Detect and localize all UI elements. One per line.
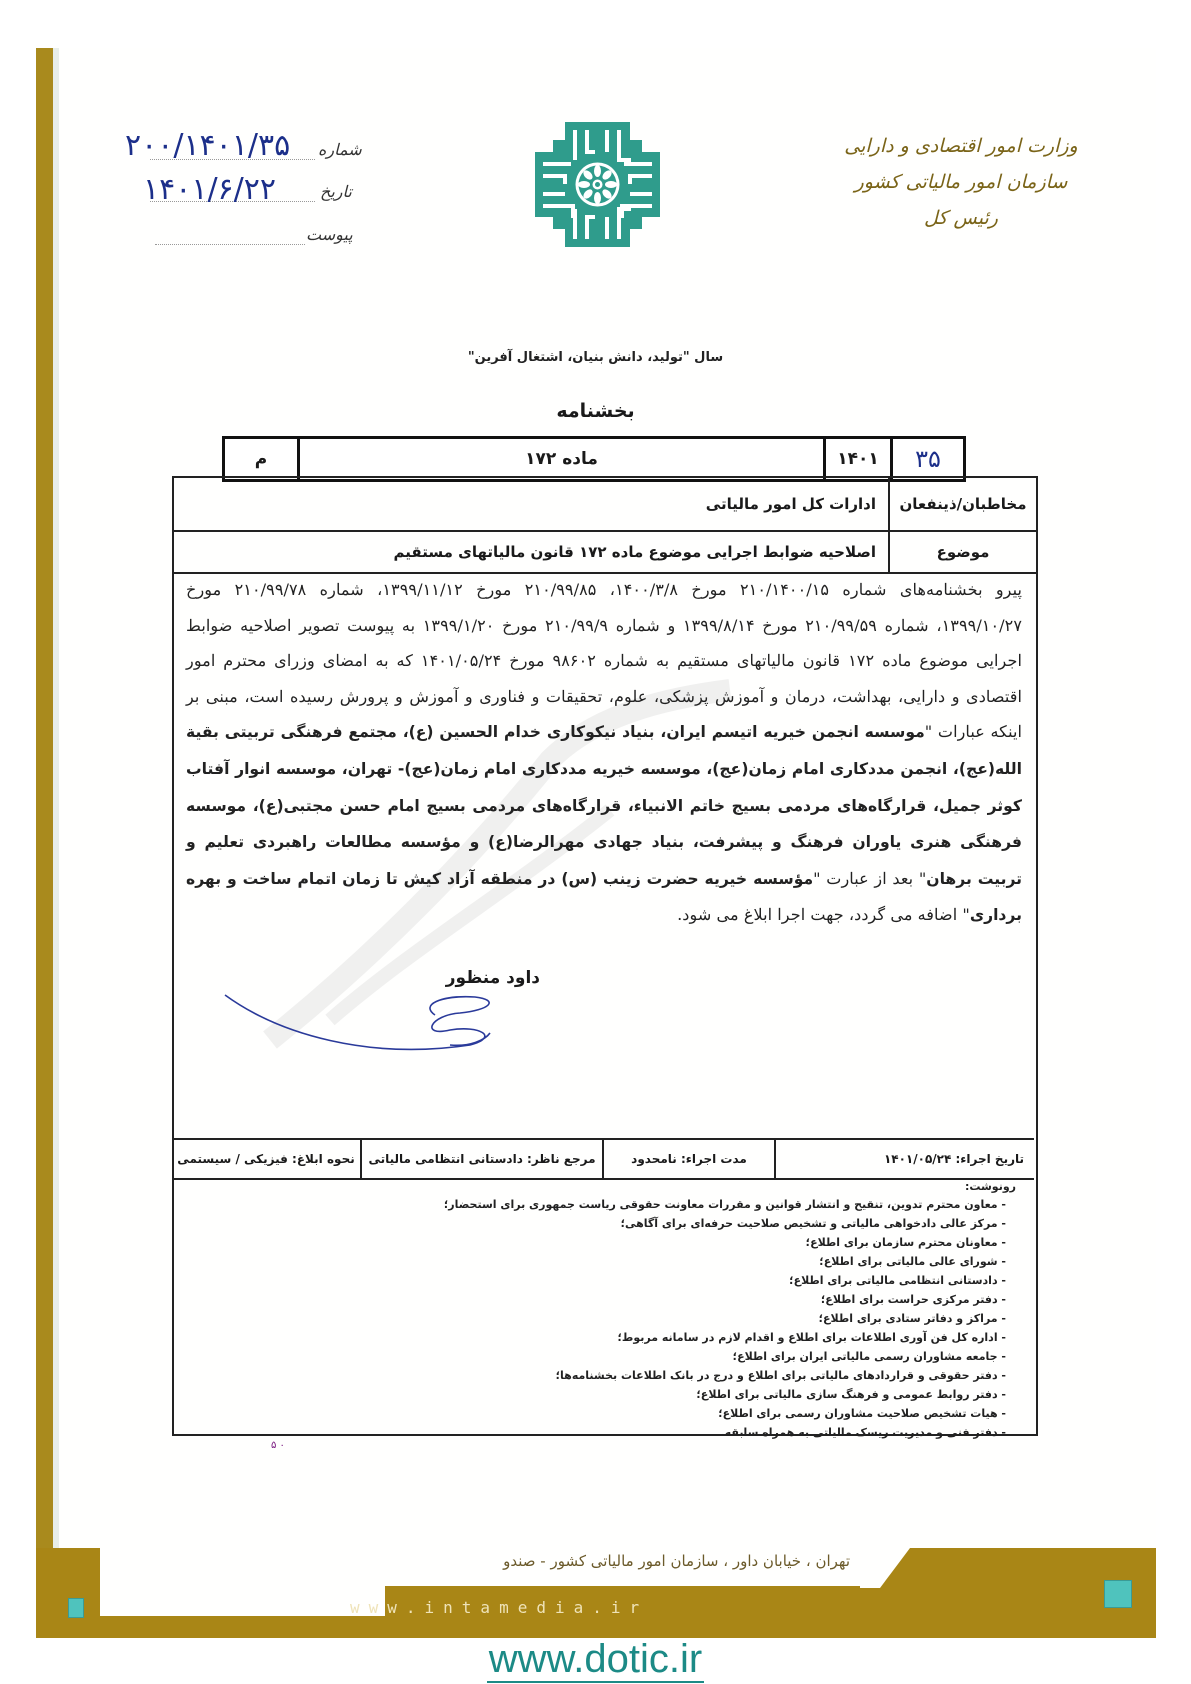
document-type-title: بخشنامه [556,400,635,422]
attachment-label: پیوست [306,225,353,244]
teal-square-icon [68,1598,84,1618]
attachment-dotline [155,243,305,245]
cc-item: - معاون محترم تدوین، تنقیح و انتشار قوانین و مقررات معاونت حقوقی ریاست جمهوری برای استحضار؛ [443,1198,1006,1211]
id-number: ۳۵ [890,439,963,479]
ministry-line-1: وزارت امور اقتصادی و دارایی [844,135,1078,157]
audience-label: مخاطبان/ذینفعان [888,478,1036,530]
ministry-line-2: سازمان امور مالیاتی کشور [854,171,1068,193]
subject-label: موضوع [888,532,1036,572]
body-bold-organizations: موسسه انجمن خیریه اتیسم ایران، بنیاد نیکوکاری خدام الحسین (ع)، مجتمع فرهنگی تربیتی بقیة الله(عج)، انجمن مددکاری امام زمان(عج)، موسسه خیریه مددکاری امام زمان(عج)- تهران، موسسه انوار آفتاب کوثر جمیل، قرارگاه‌های مردمی بسیج خاتم الانبیاء، قرارگاه‌های مردمی بسیج امام حسن مجتبی(ع)، موسسه فرهنگی هنری یاوران فرهنگ و پیشرفت، بنیاد جهادی مهرالرضا(ع) و مؤسسه مطالعات راهبردی تعلیم و تربیت برهان [186,723,1023,888]
footer-white-box [100,1586,385,1616]
id-article: ماده ۱۷۲ [297,439,823,479]
cc-item: - دادستانی انتظامی مالیاتی برای اطلاع؛ [789,1274,1006,1287]
page-marks: ۵ ۰ [271,1440,285,1451]
cc-item: - مراکز و دفاتر ستادی برای اطلاع؛ [818,1312,1006,1325]
execution-duration: مدت اجراء: نامحدود [602,1140,774,1178]
cc-items [190,1195,1016,1442]
source-link[interactable] [0,1637,1191,1682]
date-label: تاریخ [320,182,352,201]
audience-row [174,478,1036,532]
left-border-inner [53,48,59,1638]
cc-item: - دفتر فنی و مدیریت ریسک مالیاتی به همراه سابقه. [720,1426,1006,1439]
date-value: ۱۴۰۱/۶/۲۲ [143,172,277,207]
footer-address: تهران ، خیابان داور ، سازمان امور مالیاتی کشور - صندو [503,1552,850,1570]
year-slogan: سال "تولید، دانش بنیان، اشتغال آفرین" [467,350,724,365]
ministry-header [831,128,1091,236]
signer-name: داود منظور [445,968,540,988]
footer-website-link[interactable]: www.intamedia.ir [350,1598,649,1617]
ministry-line-3: رئیس کل [924,207,998,229]
supervisory-authority: مرجع ناظر: دادستانی انتظامی مالیاتی [360,1140,602,1178]
intamedia-emblem-icon [535,122,660,247]
cc-item: - معاونان محترم سازمان برای اطلاع؛ [805,1236,1006,1249]
cc-list [190,1180,1016,1442]
signature-icon [220,975,520,1065]
cc-item: - مرکز عالی دادخواهی مالیاتی و تشخیص صلاحیت حرفه‌ای برای آگاهی؛ [620,1217,1006,1230]
body-intro: پیرو بخشنامه‌های شماره ۲۱۰/۱۴۰۰/۱۵ مورخ ۱۴۰۰/۳/۸، ۲۱۰/۹۹/۸۵ مورخ ۱۳۹۹/۱۱/۱۲، شماره ۲۱۰/۹۹/۷۸ مورخ ۱۳۹۹/۱۰/۲۷، شماره ۲۱۰/۹۹/۵۹ مورخ ۱۳۹۹/۸/۱۴ و شماره ۲۱۰/۹۹/۹ مورخ ۱۳۹۹/۱/۲۰ به پیوست تصویر اصلاحیه ضوابط اجرایی موضوع ماده ۱۷۲ قانون مالیاتهای مستقیم به شماره ۹۸۶۰۲ مورخ ۱۴۰۱/۰۵/۲۴ که به امضای وزرای محترم امور اقتصادی و دارایی، بهداشت، درمان و آموزش پزشکی، علوم، تحقیقات و فناوری و آموزش و پرورش رسیده است، مبنی بر اینکه عبارات " [186,580,1023,742]
teal-square-icon [1104,1580,1132,1608]
execution-date: تاریخ اجراء: ۱۴۰۱/۰۵/۲۴ [774,1140,1034,1178]
cc-item: - شورای عالی مالیاتی برای اطلاع؛ [819,1255,1006,1268]
subject-row [174,532,1036,574]
number-label: شماره [318,140,362,159]
source-link-text[interactable]: www.dotic.ir [488,1637,703,1681]
cc-item: - دفتر مرکزی حراست برای اطلاع؛ [820,1293,1006,1306]
left-gold-border [36,48,53,1638]
cc-title: رونوشت: [964,1180,1016,1193]
cc-item: - هیات تشخیص صلاحیت مشاوران رسمی برای اطلاع؛ [718,1407,1006,1420]
cc-item: - دفتر روابط عمومی و فرهنگ سازی مالیاتی برای اطلاع؛ [696,1388,1006,1401]
number-value: ۲۰۰/۱۴۰۱/۳۵ [125,128,291,163]
body-middle: " بعد از عبارت " [813,868,927,888]
cc-item: - جامعه مشاوران رسمی مالیاتی ایران برای اطلاع؛ [732,1350,1006,1363]
body-closing: " اضافه می گردد، جهت اجرا ابلاغ می شود. [677,905,970,925]
circular-body [186,572,1022,934]
subject-value: اصلاحیه ضوابط اجرایی موضوع ماده ۱۷۲ قانون مالیاتهای مستقیم [393,543,876,561]
cc-item: - دفتر حقوقی و قراردادهای مالیاتی برای اطلاع و درج در بانک اطلاعات بخشنامه‌ها؛ [555,1369,1006,1382]
id-year: ۱۴۰۱ [823,439,890,479]
body-bold-reference: مؤسسه خیریه حضرت زینب (س) در منطقه آزاد کیش تا زمان اتمام ساخت و بهره برداری [186,869,1022,925]
cc-item: - اداره کل فن آوری اطلاعات برای اطلاع و اقدام لازم در سامانه مربوط؛ [617,1331,1006,1344]
delivery-method: نحوه ابلاغ: فیزیکی / سیستمی [177,1152,355,1166]
audience-value: ادارات کل امور مالیاتی [705,495,876,513]
id-code: م [254,449,268,469]
meta-row [172,1138,1034,1180]
